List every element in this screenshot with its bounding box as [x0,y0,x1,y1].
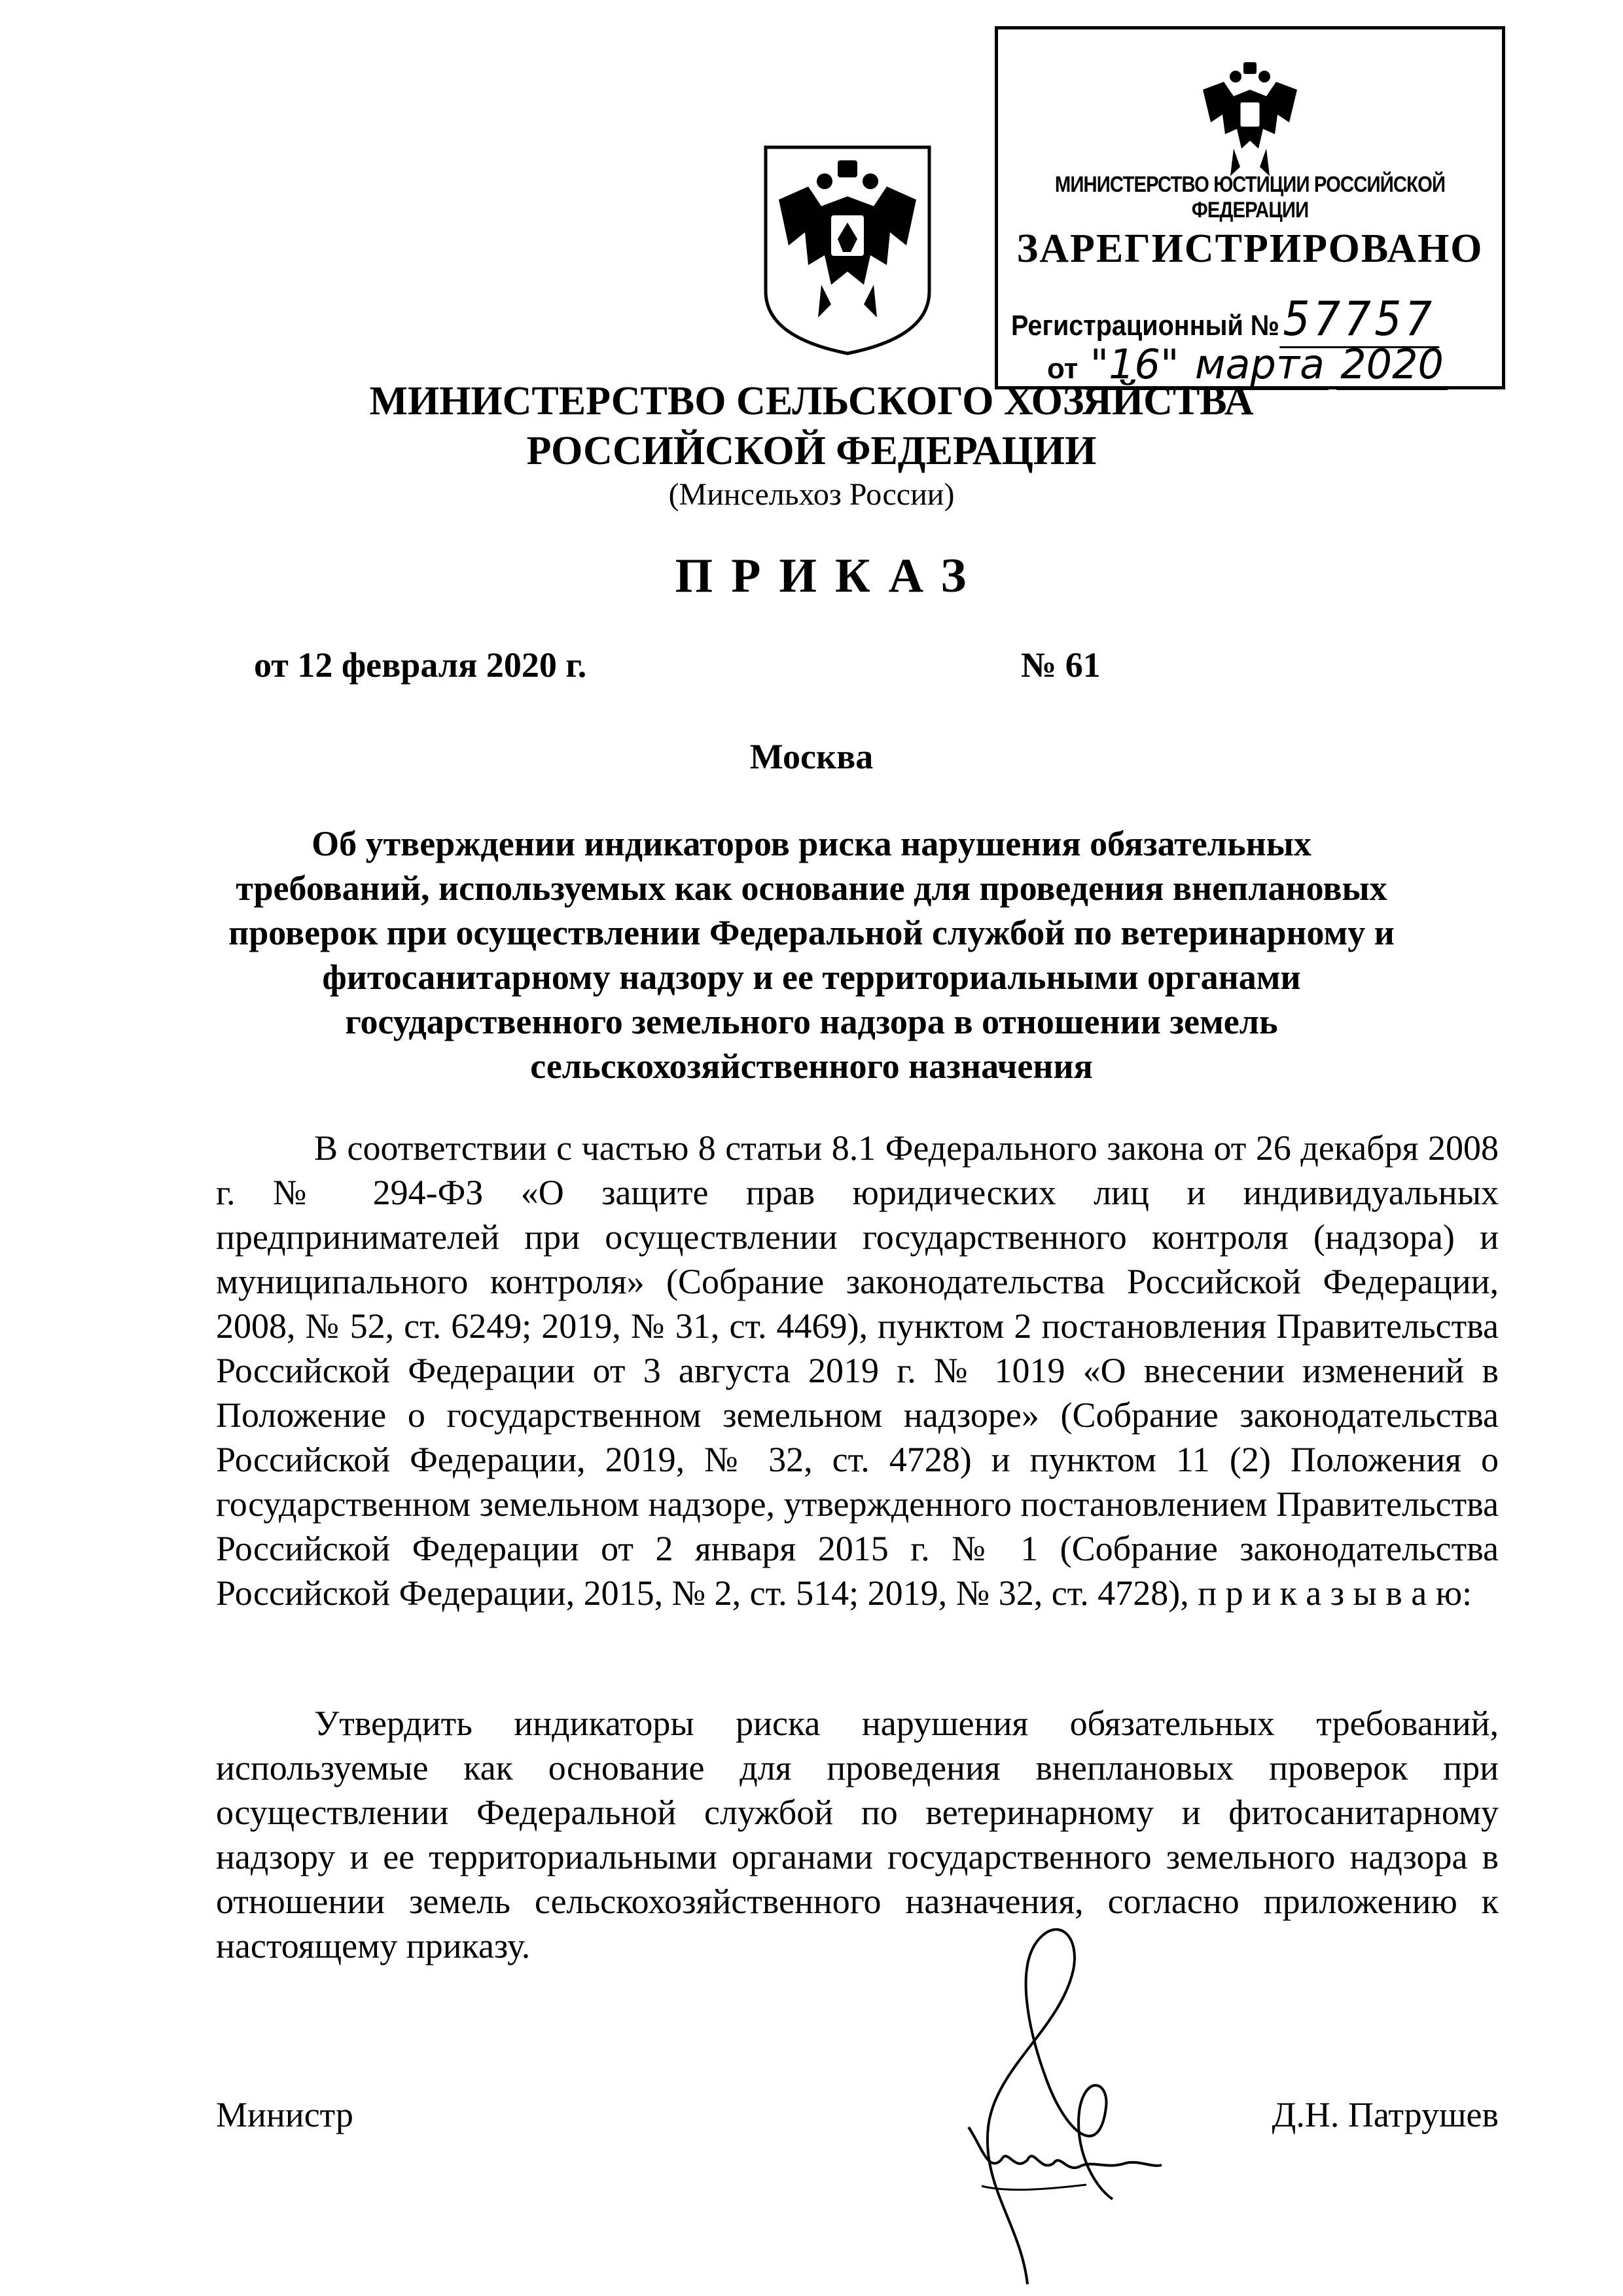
body-paragraph-1-block [216,1126,1499,1615]
coat-of-arms-emblem [759,141,936,357]
order-number: № 61 [1021,645,1101,685]
handwritten-signature [942,1911,1165,2291]
body-paragraph-2: Утвердить индикаторы риска нарушения обязательных требований, используемые как основание для проведения внеплановых проверок при осуществлении Федеральной службой по ветеринарному и фитосанитарному надзору и ее территориальными органами государственного земельного надзора в отношении земель сельскохозяйственного назначения, согласно приложению к настоящему приказу. [216,1704,1499,1965]
stamp-registration-line [1011,291,1439,346]
signer-position: Министр [216,2095,353,2134]
stamp-date-month: марта [1191,340,1329,390]
stamp-eagle-icon [1198,57,1302,181]
stamp-status: ЗАРЕГИСТРИРОВАНО [1016,226,1484,271]
stamp-reg-number: 57757 [1279,291,1439,348]
stamp-date-day: "16" [1086,340,1183,390]
subject-line: Об утверждении индикаторов риска нарушения обязательных [312,824,1311,863]
ministry-name [0,376,1623,476]
subject-line: требований, используемых как основание для проведения внеплановых [236,869,1387,908]
order-date: от 12 февраля 2020 г. [254,645,587,685]
stamp-reg-label: Регистрационный № [1011,310,1279,342]
stamp-date-year: 2020 [1336,340,1448,390]
order-subject [0,821,1623,1088]
subject-line: сельскохозяйственного назначения [530,1047,1093,1086]
subject-line: государственного земельного надзора в отношении земель [345,1002,1278,1041]
registration-stamp [995,26,1505,389]
stamp-ministry-name: МИНИСТЕРСТВО ЮСТИЦИИ РОССИЙСКОЙ ФЕДЕРАЦИИ [1054,172,1446,223]
document-type: ПРИКАЗ [675,549,985,603]
city: Москва [749,737,874,776]
stamp-date-prefix: от [1047,353,1079,385]
subject-line: фитосанитарному надзору и ее территориальными органами [322,958,1301,997]
signer-name: Д.Н. Патрушев [1272,2095,1499,2134]
ministry-short-name: (Минсельхоз России) [668,477,955,512]
ministry-name-line1: МИНИСТЕРСТВО СЕЛЬСКОГО ХОЗЯЙСТВА [369,379,1254,423]
body-paragraph-2-block [216,1701,1499,1968]
body-paragraph-1: В соответствии с частью 8 статьи 8.1 Федерального закона от 26 декабря 2008 г. № 294-ФЗ «О защите прав юридических лиц и индивидуальных предпринимателей при осуществлении государственного контроля (надзора) и муниципального контроля» (Собрание законодательства Российской Федерации, 2008, № 52, ст. 6249; 2019, № 31, ст. 4469), пунктом 2 постановления Правительства Российской Федерации от 3 августа 2019 г. № 1019 «О внесении изменений в Положение о государственном земельном надзоре» (Собрание законодательства Российской Федерации, 2019, № 32, ст. 4728) и пунктом 11 (2) Положения о государственном земельном надзоре, утвержденного постановлением Правительства Российской Федерации от 2 января 2015 г. № 1 (Собрание законодательства Российской Федерации, 2015, № 2, ст. 514; 2019, № 32, ст. 4728), п р и к а з ы в а ю: [216,1128,1499,1613]
ministry-name-line2: РОССИЙСКОЙ ФЕДЕРАЦИИ [526,429,1097,473]
subject-line: проверок при осуществлении Федеральной службой по ветеринарному и [228,913,1395,952]
